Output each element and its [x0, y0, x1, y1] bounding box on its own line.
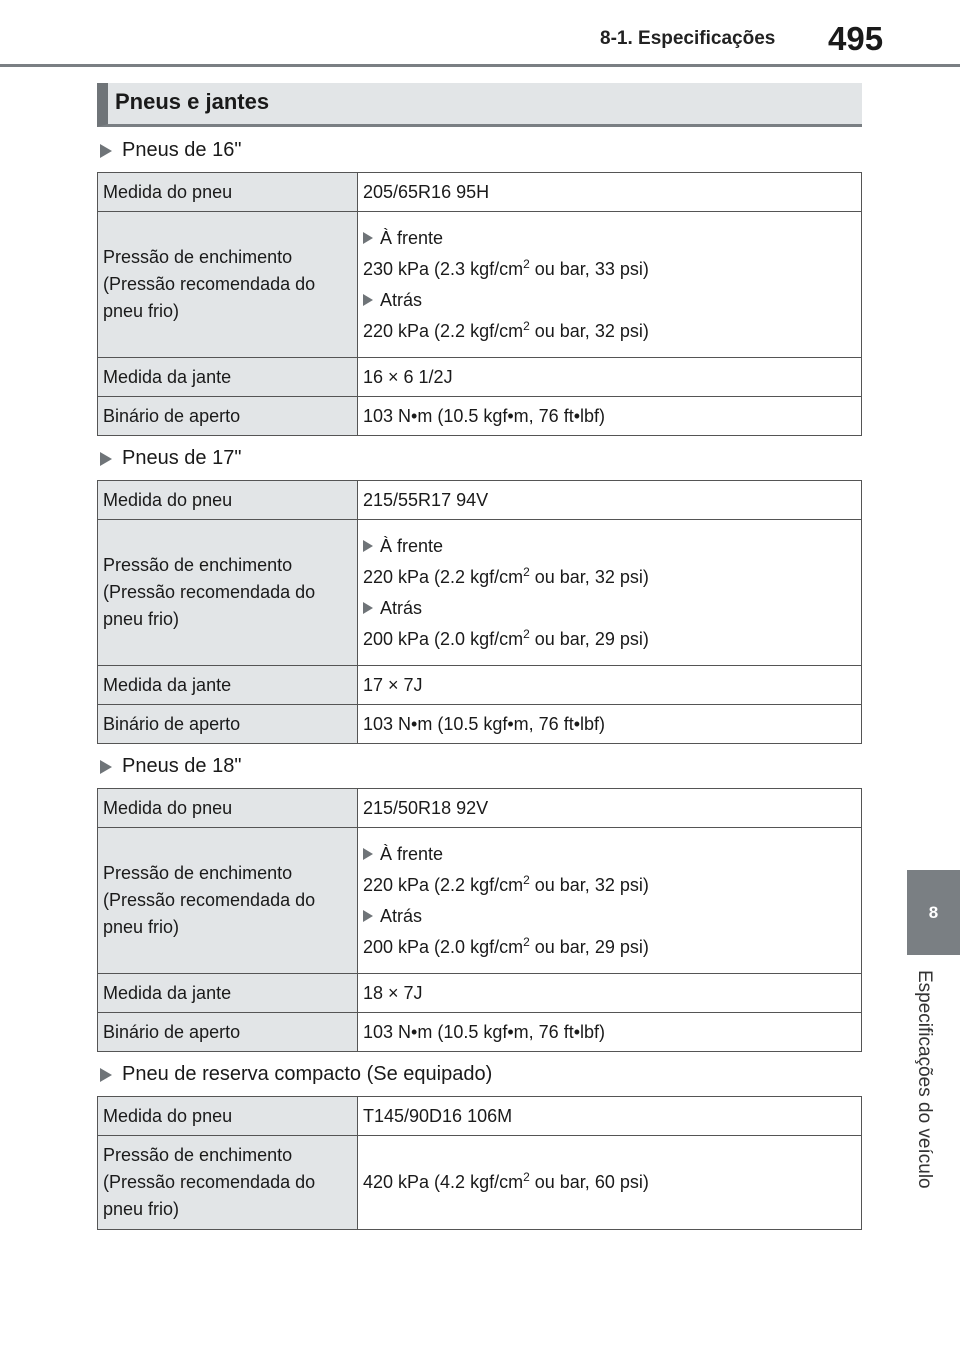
triangle-bullet-icon: [100, 760, 112, 774]
table-row: [98, 1013, 862, 1052]
triangle-bullet-icon: [363, 540, 373, 552]
unit-exponent: 2: [523, 564, 530, 579]
row-label: Binário de aperto: [98, 397, 358, 436]
row-value: 18 × 7J: [358, 974, 862, 1013]
row-label: Medida do pneu: [98, 789, 358, 828]
section-title: Pneus e jantes: [115, 89, 270, 114]
row-label: Binário de aperto: [98, 705, 358, 744]
row-value: 103 N•m (10.5 kgf•m, 76 ft•lbf): [358, 1013, 862, 1052]
triangle-bullet-icon: [363, 848, 373, 860]
table-row: [98, 705, 862, 744]
front-label: À frente: [380, 535, 444, 556]
chapter-title: Especificações do veículo: [914, 970, 935, 1189]
rear-label: Atrás: [380, 289, 423, 310]
row-label: Binário de aperto: [98, 1013, 358, 1052]
front-pressure-value: 220 kPa (2.2 kgf/cm: [363, 874, 524, 895]
rear-pressure: [363, 318, 856, 345]
rear-heading: [363, 287, 856, 314]
table-row: [98, 358, 862, 397]
subheading-16: [100, 139, 241, 162]
page-number: 495: [828, 20, 884, 57]
row-label: Medida da jante: [98, 666, 358, 705]
front-pressure-tail: ou bar, 33 psi): [529, 258, 649, 279]
rear-heading: [363, 595, 856, 622]
front-pressure-tail: ou bar, 32 psi): [529, 874, 649, 895]
chapter-tab[interactable]: [907, 870, 960, 955]
table-row: [98, 212, 862, 358]
rear-pressure-tail: ou bar, 29 psi): [529, 936, 649, 957]
front-pressure: [363, 256, 856, 283]
row-label: Pressão de enchimento (Pressão recomendada do pneu frio): [98, 520, 358, 666]
unit-exponent: 2: [523, 256, 530, 271]
front-pressure-value: 230 kPa (2.3 kgf/cm: [363, 258, 524, 279]
table-row: [98, 173, 862, 212]
table-row: [98, 1097, 862, 1136]
spec-table-18: [97, 788, 862, 1052]
unit-exponent: 2: [523, 318, 530, 333]
rear-pressure-value: 200 kPa (2.0 kgf/cm: [363, 628, 524, 649]
row-value: T145/90D16 106M: [358, 1097, 862, 1136]
pressure-cell: [358, 212, 862, 358]
front-heading: [363, 225, 856, 252]
row-label: Pressão de enchimento (Pressão recomendada do pneu frio): [98, 212, 358, 358]
front-pressure-value: 220 kPa (2.2 kgf/cm: [363, 566, 524, 587]
rear-pressure: [363, 934, 856, 961]
row-label: Pressão de enchimento (Pressão recomendada do pneu frio): [98, 1136, 358, 1230]
spec-table-spare: [97, 1096, 862, 1230]
triangle-bullet-icon: [100, 452, 112, 466]
pressure-cell: [358, 1136, 862, 1230]
triangle-bullet-icon: [363, 232, 373, 244]
subheading-17: [100, 447, 241, 470]
row-label: Medida do pneu: [98, 481, 358, 520]
spare-pressure-tail: ou bar, 60 psi): [529, 1172, 649, 1192]
spare-pressure-value: 420 kPa (4.2 kgf/cm: [363, 1172, 524, 1192]
table-row: [98, 974, 862, 1013]
table-row: [98, 481, 862, 520]
header-divider: [0, 64, 960, 67]
front-heading: [363, 533, 856, 560]
row-value: 16 × 6 1/2J: [358, 358, 862, 397]
unit-exponent: 2: [523, 872, 530, 887]
row-value: 215/55R17 94V: [358, 481, 862, 520]
pressure-cell: [358, 828, 862, 974]
triangle-bullet-icon: [363, 910, 373, 922]
rear-label: Atrás: [380, 597, 423, 618]
unit-exponent: 2: [523, 626, 530, 641]
front-label: À frente: [380, 843, 444, 864]
triangle-bullet-icon: [100, 1068, 112, 1082]
front-pressure: [363, 872, 856, 899]
triangle-bullet-icon: [100, 144, 112, 158]
rear-pressure-value: 220 kPa (2.2 kgf/cm: [363, 320, 524, 341]
rear-label: Atrás: [380, 905, 423, 926]
subheading-text: Pneu de reserva compacto (Se equipado): [122, 1063, 493, 1085]
front-pressure-tail: ou bar, 32 psi): [529, 566, 649, 587]
row-label: Medida da jante: [98, 974, 358, 1013]
row-value: 17 × 7J: [358, 666, 862, 705]
subheading-spare: [100, 1063, 492, 1086]
unit-exponent: 2: [523, 1170, 530, 1184]
table-row: [98, 828, 862, 974]
row-label: Medida da jante: [98, 358, 358, 397]
rear-pressure: [363, 626, 856, 653]
rear-pressure-tail: ou bar, 32 psi): [529, 320, 649, 341]
section-heading: 8-1. Especificações: [600, 28, 776, 49]
table-row: [98, 520, 862, 666]
front-heading: [363, 841, 856, 868]
rear-pressure-tail: ou bar, 29 psi): [529, 628, 649, 649]
spec-table-17: [97, 480, 862, 744]
table-row: [98, 666, 862, 705]
row-value: 103 N•m (10.5 kgf•m, 76 ft•lbf): [358, 397, 862, 436]
unit-exponent: 2: [523, 934, 530, 949]
front-label: À frente: [380, 227, 444, 248]
subheading-text: Pneus de 16": [122, 139, 242, 161]
row-value: 215/50R18 92V: [358, 789, 862, 828]
pressure-cell: [358, 520, 862, 666]
triangle-bullet-icon: [363, 294, 373, 306]
triangle-bullet-icon: [363, 602, 373, 614]
table-row: [98, 1136, 862, 1230]
subheading-18: [100, 755, 241, 778]
subheading-text: Pneus de 18": [122, 755, 242, 777]
subheading-text: Pneus de 17": [122, 447, 242, 469]
rear-heading: [363, 903, 856, 930]
row-label: Medida do pneu: [98, 1097, 358, 1136]
row-value: 103 N•m (10.5 kgf•m, 76 ft•lbf): [358, 705, 862, 744]
row-value: 205/65R16 95H: [358, 173, 862, 212]
section-title-bar: [97, 83, 862, 127]
table-row: [98, 397, 862, 436]
row-label: Medida do pneu: [98, 173, 358, 212]
spec-table-16: [97, 172, 862, 436]
table-row: [98, 789, 862, 828]
front-pressure: [363, 564, 856, 591]
chapter-number: 8: [928, 902, 939, 922]
rear-pressure-value: 200 kPa (2.0 kgf/cm: [363, 936, 524, 957]
row-label: Pressão de enchimento (Pressão recomendada do pneu frio): [98, 828, 358, 974]
